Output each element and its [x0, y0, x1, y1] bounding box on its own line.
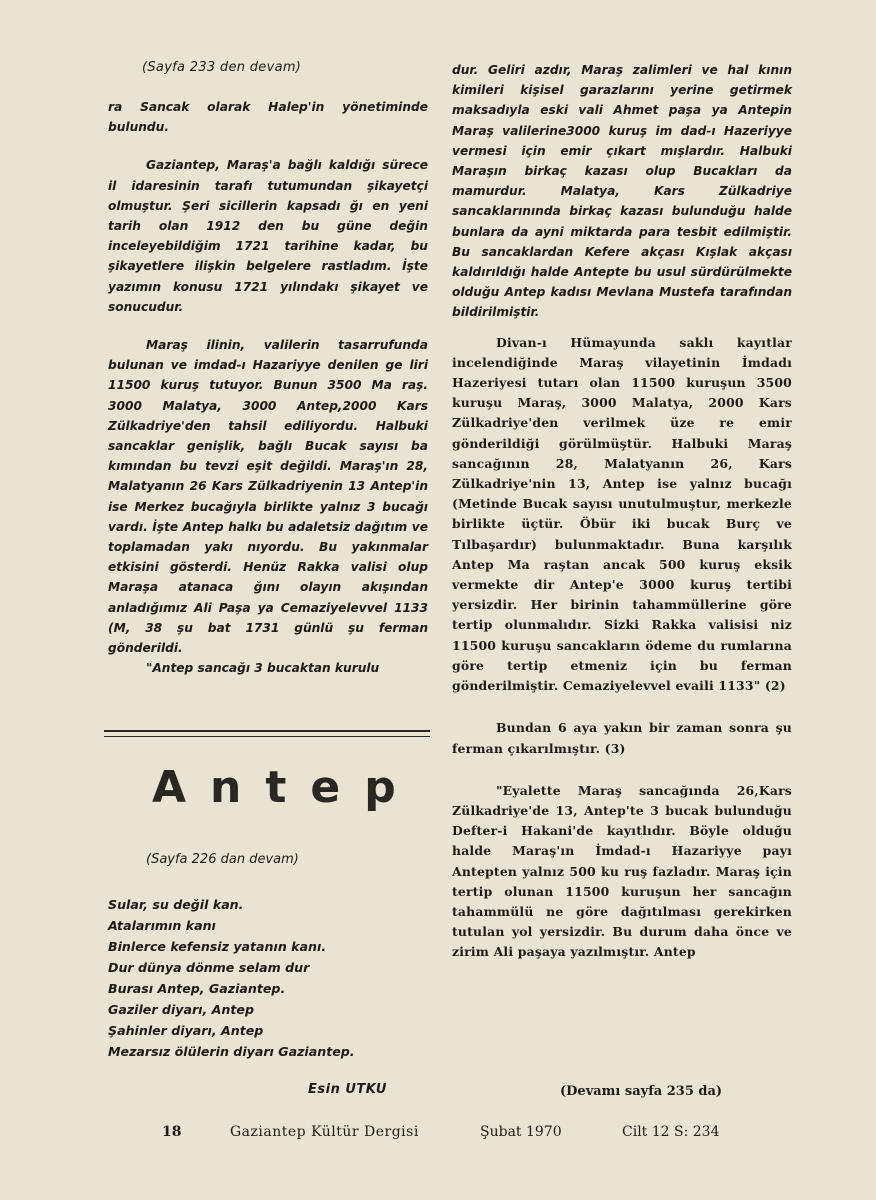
poem-title: Antep — [152, 762, 420, 813]
poem-line: Atalarımın kanı — [108, 918, 216, 933]
left-column — [108, 60, 428, 678]
section-divider-thin — [104, 736, 430, 737]
right-serif-text — [452, 333, 792, 963]
poem-line: Binlerce kefensiz yatanın kanı. — [108, 939, 327, 954]
left-continued-header: (Sayfa 233 den devam) — [142, 60, 302, 75]
poem-line: Gaziler diyarı, Antep — [108, 1002, 254, 1017]
right-continued-footer: (Devamı sayfa 235 da) — [560, 1084, 723, 1099]
right-serif-paragraph-2: Bundan 6 aya yakın bir zaman sonra şu ferman çıkarılmıştır. (3) — [452, 720, 792, 756]
page-number: 18 — [162, 1124, 182, 1140]
left-paragraph-1: ra Sancak olarak Halep'in yönetiminde bulundu. — [108, 100, 428, 135]
left-paragraph-3: Maraş ilinin, valilerin tasarrufunda bulunan ve imdad-ı Hazariyye denilen ge liri 11500 kuruş tutuyor. Bunun 3500 Ma raş. 3000 Malatya, 3000 Antep,2000 Kars Zülkadriye'den tahsil ediliyordu. Halbuki sancaklar genişlik, bağlı Bucak sayısı ba kımından bu tevzi eşit değildi. Maraş'ın 28, Malatyanın 26 Kars Zülkadriyenin 13 Antep'in ise Merkez bucağıyla birlikte yalnız 3 bucağı vardı. İşte Antep halkı bu adaletsiz dağıtım ve toplamadan yakı nıyordu. Bu yakınmalar etkisini gösterdi. Henüz Rakka valisi olup Maraşa atanaca ğını olayın akışından anladığımız Ali Paşa ya Cemaziyelevvel 1133 (M, 38 şu bat 1731 günlü şu ferman gönderildi. — [108, 338, 428, 656]
issue-date: Şubat 1970 — [480, 1124, 562, 1140]
poem-line: Dur dünya dönme selam dur — [108, 960, 310, 975]
poem-author: Esin UTKU — [308, 1082, 387, 1097]
poem-line: Sular, su değil kan. — [108, 897, 244, 912]
left-paragraph-2: Gaziantep, Maraş'a bağlı kaldığı sürece il idaresinin tarafı tutumundan şikayetçi olmuştur. Şeri sicillerin kapsadı ğı en yeni tarih olan 1912 den bu güne değin inceleyebildiğim 1721 tarihine kadar, bu şikayetlere ilişkin belgelere rastladım. İşte yazımın konusu 1721 yılındakı şikayet ve sonucudur. — [108, 158, 428, 314]
poem-line: Şahinler diyarı, Antep — [108, 1023, 264, 1038]
right-serif-paragraph-3: "Eyalette Maraş sancağında 26,Kars Zülkadriye'de 13, Antep'te 3 bucak bulunduğu Defter-i Hakani'de kayıtlıdır. Böyle olduğu halde Maraş'ın İmdad-ı Hazariyye payı Antepten yalnız 500 ku ruş fazladır. Maraş için tertip olunan 11500 kuruşun her sancağın tahammülü ne göre dağıtılması gerekirken tutulan yol yersizdir. Bu durum daha önce ve zirim Ali paşaya yazılmıştır. Antep — [452, 782, 792, 960]
issue-volume: Cilt 12 S: 234 — [622, 1124, 720, 1140]
left-paragraph-4: "Antep sancağı 3 bucaktan kurulu — [146, 661, 380, 676]
poem-continued-header: (Sayfa 226 dan devam) — [146, 852, 299, 867]
right-italic-paragraph: dur. Geliri azdır, Maraş zalimleri ve hal kının kimileri kişisel garazlarını yerine getirmek maksadıyla eski vali Ahmet paşa ya Antepin Maraş valilerine3000 kuruş im dad-ı Hazeriyye vermesi için emir çıkart mışlardır. Halbuki Maraşın birkaç kazası olup Bucakları da mamurdur. Malatya, Kars Zülkadriye sancaklarınında birkaç kazası bulunduğu halde bunlara da ayni miktarda para tesbit edilmiştir. Bu sancaklardan Kefere akçası Kışlak akçası kaldırıldığı halde Antepte bu usul sürdürülmekte olduğu Antep kadısı Mevlana Mustefa tarafından bildirilmiştir. — [452, 63, 792, 320]
right-serif-paragraph-1: Divan-ı Hümayunda saklı kayıtlar incelendiğinde Maraş vilayetinin İmdadı Hazeriyesi tutarı olan 11500 kuruşun 3500 kuruşu Maraş, 3000 Malatya, 2000 Kars Zülkadriye'den verilmek üze re emir gönderildiği görülmüştür. Halbuki Maraş sancağının 28, Malatyanın 26, Kars Zülkadriye'nin 13, Antep ise yalnız bucağı (Metinde Bucak sayısı unutulmuştur, merkezle birlikte üçtür. Öbür iki bucak Burç ve Tılbaşardır) bulunmaktadır. Buna karşılık Antep Ma raştan ancak 500 kuruş eksik vermekte dir Antep'e 3000 kuruş tertibi yersizdir. Her birinin tahammüllerine göre tertip olunmalıdır. Sizki Rakka valisisi niz 11500 kuruşu sancakların ödeme du rumlarına göre tertip etmeniz için bu ferman gönderilmiştir. Cemaziyelevvel evaili 1133" (2) — [452, 334, 792, 694]
right-italic-text — [452, 60, 792, 323]
left-article-text — [108, 97, 428, 678]
poem-line: Burası Antep, Gaziantep. — [108, 981, 286, 996]
poem-body — [108, 894, 428, 1062]
right-column — [452, 60, 792, 963]
poem-line: Mezarsız ölülerin diyarı Gaziantep. — [108, 1044, 355, 1059]
section-divider — [104, 730, 430, 732]
journal-name: Gaziantep Kültür Dergisi — [230, 1124, 419, 1140]
